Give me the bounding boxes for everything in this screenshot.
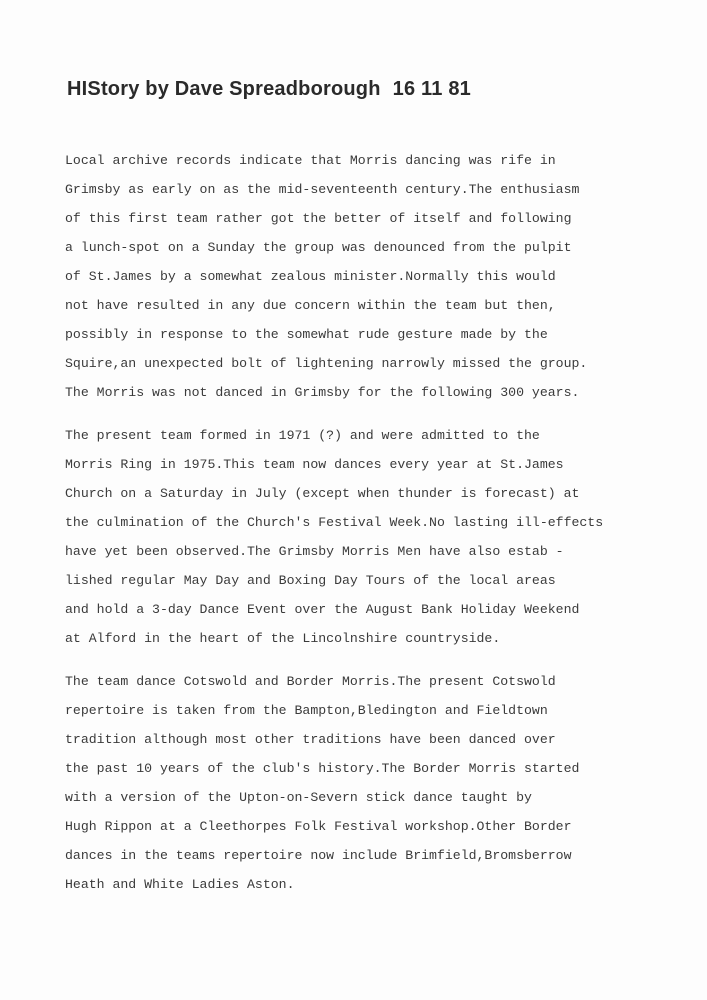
text-line: The team dance Cotswold and Border Morris.The present Cotswold [65,674,556,689]
text-line: a lunch-spot on a Sunday the group was denounced from the pulpit [65,240,572,255]
text-line: Local archive records indicate that Morris dancing was rife in [65,153,556,168]
text-line: the culmination of the Church's Festival Week.No lasting ill-effects [65,515,604,530]
text-line: The Morris was not danced in Grimsby for the following 300 years. [65,385,580,400]
title-date: 16 11 81 [392,78,471,100]
text-line: Squire,an unexpected bolt of lightening narrowly missed the group. [65,356,588,371]
text-line: with a version of the Upton-on-Severn stick dance taught by [65,790,532,805]
text-line: possibly in response to the somewhat rude gesture made by the [65,327,548,342]
text-line: repertoire is taken from the Bampton,Bledington and Fieldtown [65,703,548,718]
document-body [65,146,665,913]
document-title [67,78,471,101]
text-line: The present team formed in 1971 (?) and were admitted to the [65,428,540,443]
text-line: Heath and White Ladies Aston. [65,877,295,892]
text-line: the past 10 years of the club's history.The Border Morris started [65,761,580,776]
text-line: lished regular May Day and Boxing Day Tours of the local areas [65,573,556,588]
text-line: dances in the teams repertoire now include Brimfield,Bromsberrow [65,848,572,863]
text-line: of St.James by a somewhat zealous minister.Normally this would [65,269,556,284]
text-line: at Alford in the heart of the Lincolnshire countryside. [65,631,501,646]
text-line: and hold a 3-day Dance Event over the August Bank Holiday Weekend [65,602,580,617]
text-line: Church on a Saturday in July (except when thunder is forecast) at [65,486,580,501]
paragraph-3 [65,667,665,899]
text-line: Grimsby as early on as the mid-seventeenth century.The enthusiasm [65,182,580,197]
paragraph-1 [65,146,665,407]
text-line: of this first team rather got the better of itself and following [65,211,572,226]
text-line: not have resulted in any due concern within the team but then, [65,298,556,313]
paragraph-2 [65,421,665,653]
text-line: tradition although most other traditions have been danced over [65,732,556,747]
text-line: Hugh Rippon at a Cleethorpes Folk Festival workshop.Other Border [65,819,572,834]
text-line: Morris Ring in 1975.This team now dances every year at St.James [65,457,564,472]
text-line: have yet been observed.The Grimsby Morris Men have also estab - [65,544,564,559]
title-text: HIStory by Dave Spreadborough [67,78,381,100]
